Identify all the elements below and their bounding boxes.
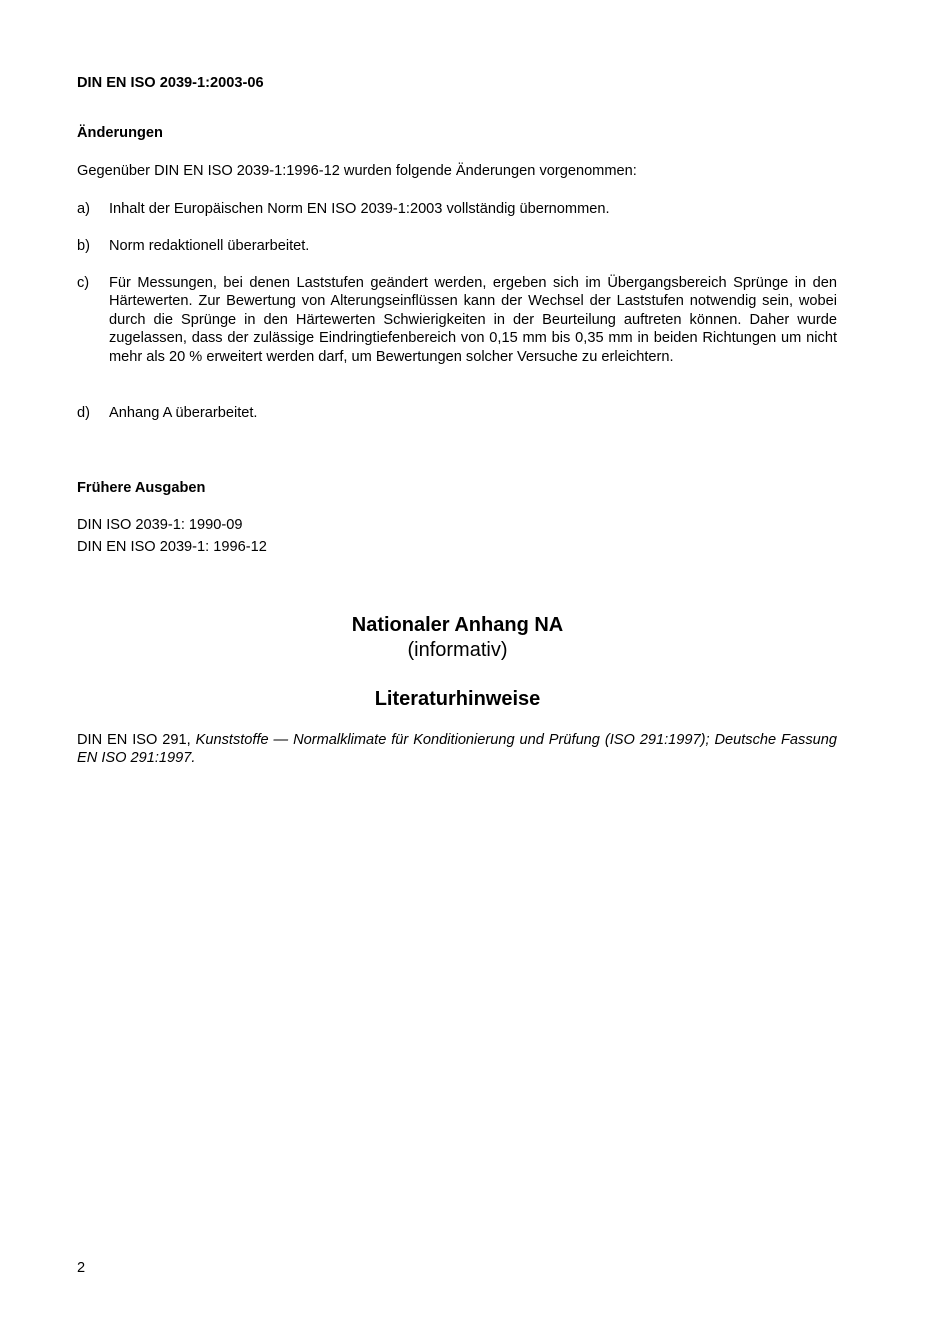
page-number: 2 <box>77 1260 86 1276</box>
document-header: DIN EN ISO 2039-1:2003-06 <box>77 75 264 91</box>
item-text: Inhalt der Europäischen Norm EN ISO 2039-1:2003 vollständig übernommen. <box>109 201 610 217</box>
item-label: b) <box>77 238 90 254</box>
change-item-a <box>77 200 837 218</box>
bibliography-heading: Literaturhinweise <box>374 688 541 710</box>
item-text: Norm redaktionell überarbeitet. <box>109 238 310 254</box>
bibliography-reference <box>77 731 837 768</box>
reference-code: DIN EN ISO 291, <box>77 732 196 748</box>
item-label: d) <box>77 405 90 421</box>
item-label: c) <box>77 275 90 291</box>
item-text: Anhang A überarbeitet. <box>109 405 258 421</box>
annex-subtitle: (informativ) <box>407 639 508 661</box>
changes-intro: Gegenüber DIN EN ISO 2039-1:1996-12 wurden folgende Änderungen vorgenommen: <box>77 163 637 179</box>
previous-editions-heading: Frühere Ausgaben <box>77 480 206 496</box>
changes-heading: Änderungen <box>77 125 163 141</box>
previous-edition: DIN ISO 2039-1: 1990-09 <box>77 517 243 533</box>
annex-title: Nationaler Anhang NA <box>351 614 564 636</box>
previous-edition: DIN EN ISO 2039-1: 1996-12 <box>77 539 267 555</box>
reference-title: Kunststoffe — Normalklimate für Konditionierung und Prüfung (ISO 291:1997); Deutsche Fassung EN ISO 291:1997. <box>77 732 837 767</box>
change-item-b <box>77 237 837 255</box>
item-text: Für Messungen, bei denen Laststufen geändert werden, ergeben sich im Übergangsbereich Sprünge in den Härtewerten. Zur Bewertung von Alterungseinflüssen kann der Wechsel der Laststufen notwendig sein, wobei durch die Sprünge in den Härtewerten Schwierigkeiten in der Beurteilung auftreten können. Daher wurde zugelassen, dass der zulässige Eindringtiefenbereich von 0,15 mm bis 0,35 mm in beiden Richtungen um nicht mehr als 20 % erweitert werden darf, um Bewertungen solcher Versuche zu erleichtern. <box>109 275 837 365</box>
change-item-c <box>77 274 837 366</box>
change-item-d <box>77 404 837 422</box>
item-label: a) <box>77 201 90 217</box>
